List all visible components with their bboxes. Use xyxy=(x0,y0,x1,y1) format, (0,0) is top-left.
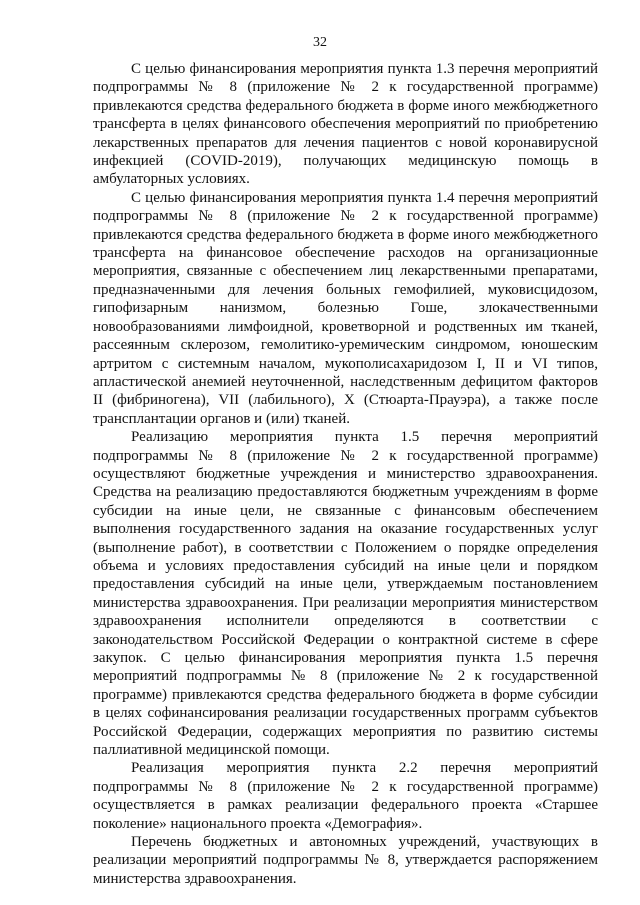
paragraph-1: С целью финансирования мероприятия пункта 1.3 перечня мероприятий подпрограммы № 8 (приложение № 2 к государственной программе) привлекаются средства федерального бюджета в форме иного межбюджетного трансферта в целях финансового обеспечения мероприятий по приобретению лекарственных препаратов для лечения пациентов с новой коронавирусной инфекцией (COVID-2019), получающих медицинскую помощь в амбулаторных условиях. xyxy=(93,61,598,188)
paragraph-4: Реализация мероприятия пункта 2.2 перечня мероприятий подпрограммы № 8 (приложение № 2 к государственной программе) осуществляется в рамках реализации федерального проекта «Старшее поколение» национального проекта «Демография». xyxy=(93,760,598,832)
paragraph-3: Реализацию мероприятия пункта 1.5 перечня мероприятий подпрограммы № 8 (приложение № 2 к государственной программе) осуществляют бюджетные учреждения и министерство здравоохранения. Средства на реализацию предоставляются бюджетным учреждениям в форме субсидии на иные цели, не связанные с финансовым обеспечением выполнения государственного задания на оказание государственных услуг (выполнение работ), в соответствии с Положением о порядке определения объема и условиях предоставления субсидий на иные цели и порядком предоставления субсидий на иные цели, утверждаемым постановлением министерства здравоохранения. При реализации мероприятия министерством здравоохранения исполнители определяются в соответствии с законодательством Российской Федерации о контрактной системе в сфере закупок. С целью финансирования мероприятия пункта 1.5 перечня мероприятий подпрограммы № 8 (приложение № 2 к государственной программе) привлекаются средства федерального бюджета в форме субсидии в целях софинансирования реализации государственных программ субъектов Российской Федерации, содержащих мероприятия по развитию системы паллиативной медицинской помощи. xyxy=(93,429,598,759)
paragraph-2: С целью финансирования мероприятия пункта 1.4 перечня мероприятий подпрограммы № 8 (приложение № 2 к государственной программе) привлекаются средства федерального бюджета в форме иного межбюджетного трансферта на финансовое обеспечение расходов на организационные мероприятия, связанные с обеспечением лиц лекарственными препаратами, предназначенными для лечения больных гемофилией, муковисцидозом, гипофизарным нанизмом, болезнью Гоше, злокачественными новообразованиями лимфоидной, кроветворной и родственных им тканей, рассеянным склерозом, гемолитико-уремическим синдромом, юношеским артритом с системным началом, мукополисахаридозом I, II и VI типов, апластической анемией неуточненной, наследственным дефицитом факторов II (фибриногена), VII (лабильного), X (Стюарта-Прауэра), а также после трансплантации органов и (или) тканей. xyxy=(93,189,598,427)
document-body xyxy=(93,60,598,888)
page-number: 32 xyxy=(313,35,327,50)
paragraph-5: Перечень бюджетных и автономных учреждений, участвующих в реализации мероприятий подпрограммы № 8, утверждается распоряжением министерства здравоохранения. xyxy=(93,834,598,887)
